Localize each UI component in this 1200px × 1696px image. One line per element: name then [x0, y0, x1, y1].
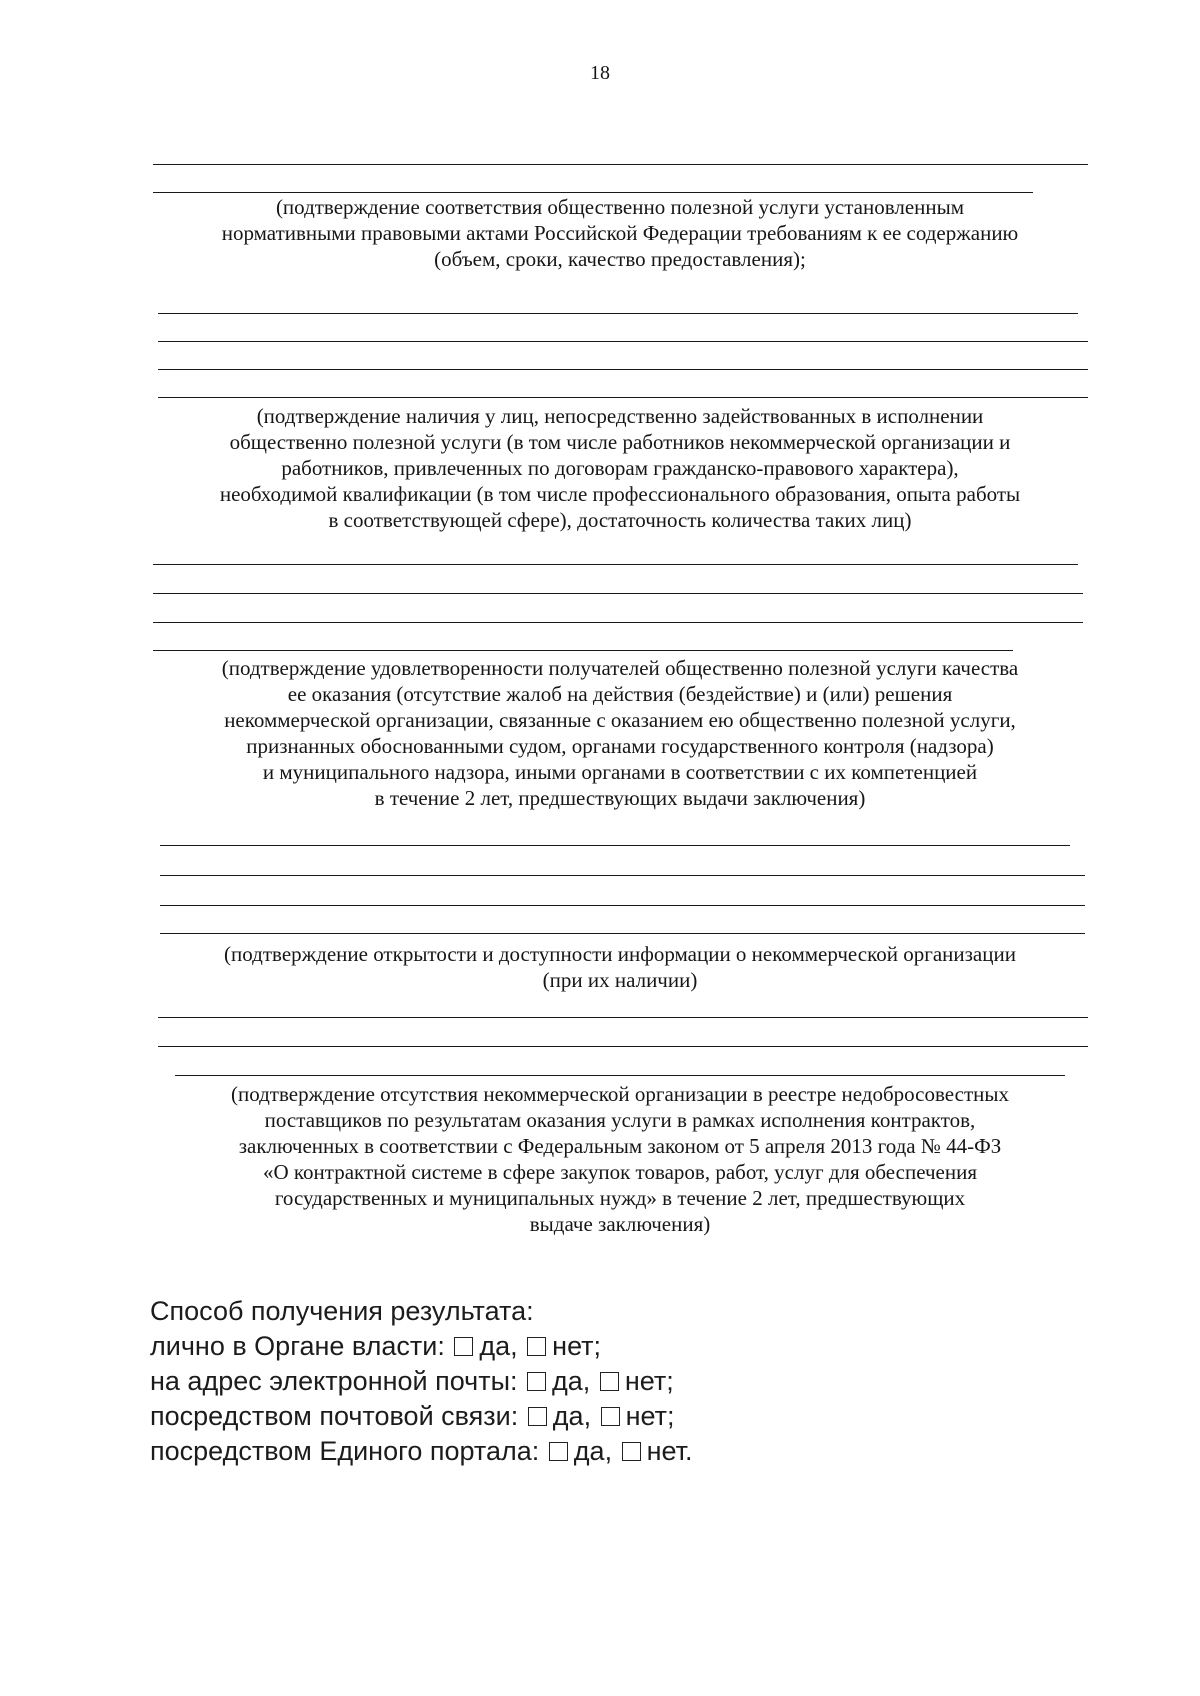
caption-line: выдаче заключения) [529, 1212, 711, 1236]
caption-line: ее оказания (отсутствие жалоб на действия (бездействие) и (или) решения [287, 682, 953, 706]
option-unified-portal [150, 1434, 1050, 1469]
result-method-title: Способ получения результата: [150, 1296, 534, 1326]
yes-label: да, [479, 1331, 518, 1361]
caption-line: работников, привлеченных по договорам гражданско-правового характера), [281, 456, 959, 480]
no-label: нет; [624, 1366, 674, 1396]
checkbox-no[interactable] [601, 1407, 620, 1426]
caption-information-openness [150, 941, 1090, 993]
fill-line[interactable] [158, 1046, 1088, 1047]
caption-line: (объем, сроки, качество предоставления); [434, 247, 806, 271]
fill-line[interactable] [158, 341, 1088, 342]
caption-line: (подтверждение наличия у лиц, непосредственно задействованных в исполнении [256, 404, 984, 428]
fill-line[interactable] [160, 875, 1085, 876]
result-method-section [150, 1294, 1050, 1469]
caption-line: и муниципального надзора, иными органами в соответствии с их компетенцией [262, 760, 978, 784]
no-label: нет. [646, 1436, 693, 1466]
fill-line[interactable] [158, 369, 1088, 370]
caption-line: поставщиков по результатам оказания услуги в рамках исполнения контрактов, [264, 1108, 976, 1132]
caption-line: нормативными правовыми актами Российской Федерации требованиям к ее содержанию [221, 221, 1019, 245]
caption-line: заключенных в соответствии с Федеральным законом от 5 апреля 2013 года № 44-ФЗ [238, 1134, 1002, 1158]
caption-line: в течение 2 лет, предшествующих выдачи заключения) [374, 786, 866, 810]
yes-label: да, [552, 1401, 592, 1431]
option-label: на адрес электронной почты: [150, 1366, 518, 1396]
caption-line: некоммерческой организации, связанные с оказанием ею общественно полезной услуги, [224, 708, 1016, 732]
no-label: нет; [552, 1331, 602, 1361]
fill-line[interactable] [158, 313, 1078, 314]
caption-supplier-registry [150, 1081, 1090, 1237]
fill-line[interactable] [160, 933, 1085, 934]
fill-line[interactable] [175, 1075, 1065, 1076]
option-label: посредством почтовой связи: [150, 1401, 519, 1431]
option-email [150, 1364, 1050, 1399]
caption-line: (подтверждение соответствия общественно полезной услуги установленным [275, 195, 965, 219]
option-post [150, 1399, 1050, 1434]
fill-line[interactable] [153, 593, 1083, 594]
option-in-person [150, 1329, 1050, 1364]
yes-label: да, [573, 1436, 613, 1466]
caption-line: (при их наличии) [542, 968, 698, 992]
caption-line: (подтверждение открытости и доступности информации о некоммерческой организации [224, 942, 1016, 966]
option-label: посредством Единого портала: [150, 1436, 540, 1466]
checkbox-yes[interactable] [454, 1337, 473, 1356]
caption-line: необходимой квалификации (в том числе профессионального образования, опыта работы [219, 482, 1021, 506]
caption-line: «О контрактной системе в сфере закупок товаров, работ, услуг для обеспечения [262, 1160, 978, 1184]
fill-line[interactable] [158, 1017, 1088, 1018]
fill-line[interactable] [158, 397, 1088, 398]
fill-line[interactable] [160, 845, 1070, 846]
caption-line: (подтверждение отсутствия некоммерческой организации в реестре недобросовестных [230, 1082, 1009, 1106]
caption-staff-qualification [150, 403, 1090, 533]
fill-line[interactable] [153, 192, 1033, 193]
checkbox-no[interactable] [622, 1442, 641, 1461]
no-label: нет; [625, 1401, 675, 1431]
caption-recipient-satisfaction [150, 655, 1090, 811]
fill-line[interactable] [153, 650, 1013, 651]
caption-line: государственных и муниципальных нужд» в течение 2 лет, предшествующих [274, 1186, 966, 1210]
caption-line: в соответствующей сфере), достаточность количества таких лиц) [328, 508, 912, 532]
fill-line[interactable] [160, 905, 1085, 906]
fill-line[interactable] [153, 622, 1083, 623]
checkbox-no[interactable] [527, 1337, 546, 1356]
fill-line[interactable] [153, 564, 1078, 565]
checkbox-yes[interactable] [528, 1407, 547, 1426]
checkbox-yes[interactable] [549, 1442, 568, 1461]
caption-line: (подтверждение удовлетворенности получателей общественно полезной услуги качества [221, 656, 1019, 680]
checkbox-yes[interactable] [527, 1372, 546, 1391]
page-number: 18 [590, 62, 610, 84]
option-label: лично в Органе власти: [150, 1331, 445, 1361]
caption-line: признанных обоснованными судом, органами государственного контроля (надзора) [246, 734, 994, 758]
yes-label: да, [552, 1366, 591, 1396]
caption-line: общественно полезной услуги (в том числе работников некоммерческой организации и [229, 430, 1011, 454]
caption-service-conformity [150, 194, 1090, 272]
checkbox-no[interactable] [600, 1372, 619, 1391]
fill-line[interactable] [153, 164, 1088, 165]
